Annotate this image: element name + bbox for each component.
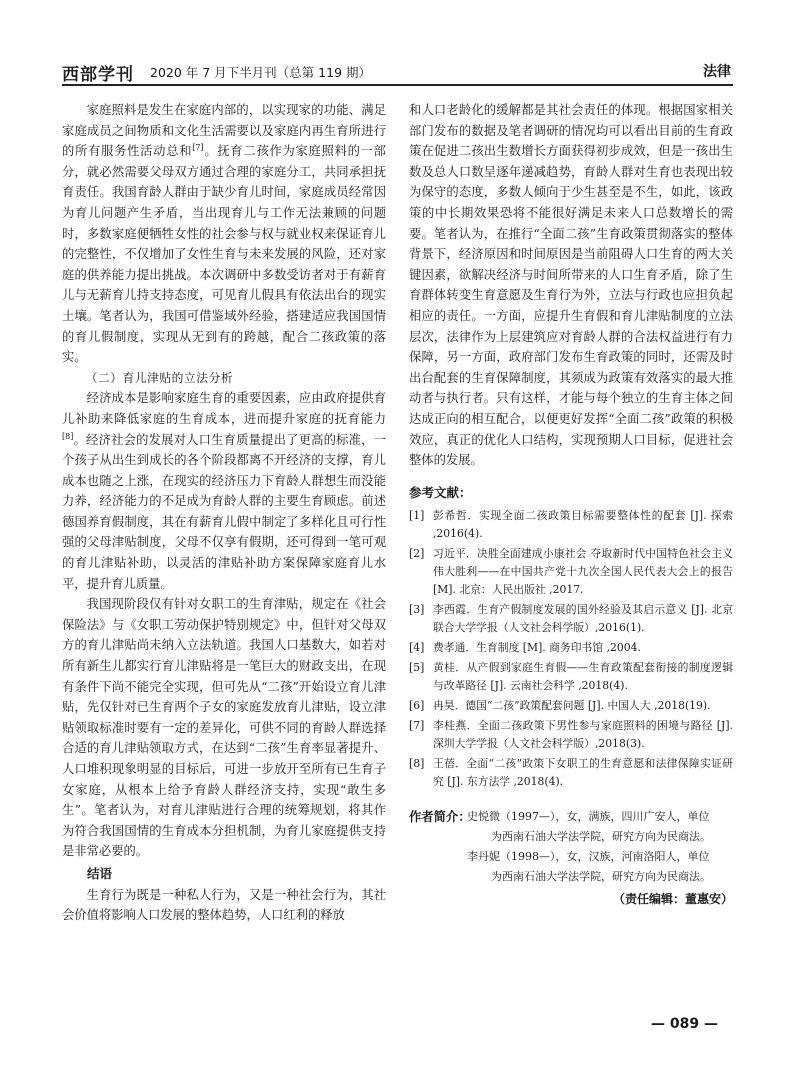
- right-column: [409, 100, 733, 910]
- paragraph-conclusion-cont: 和人口老龄化的缓解都是其社会责任的体现。根据国家相关部门发布的数据及笔者调研的情况均可以看出目前的生育政策在促进二孩出生数增长方面获得初步成效，但是一孩出生数及总人口数呈逐年递减趋势，育龄人群对生育也表现出较为保守的态度，多数人倾向于少生甚至是不生，如此，该政策的中长期效果恐将不能很好满足未来人口总数增长的需要。笔者认为，在推行“全面二孩”生育政策贯彻落实的整体背景下，经济原因和时间原因是当前阻碍人口生育的两大关键因素，欲解决经济与时间所带来的人口生育矛盾，除了生育群体转变生育意愿及生育行为外，立法与行政也应担负起相应的责任。一方面，应提升生育假和育儿津贴制度的立法层次，法律作为上层建筑应对育龄人群的合法权益进行有力保障，另一方面，政府部门发布生育政策的同时，还需及时出台配套的生育保障制度，其须成为政策有效落实的最大推动者与执行者。只有这样，才能与每个独立的生育主体之间达成正向的相互配合，以便更好发挥“全面二孩”政策的积极效应，真正的优化人口结构，实现预期人口目标，促进社会整体的发展。: [409, 103, 733, 468]
- reference-text: 李西霞．生育产假制度发展的国外经验及其启示意义 [J]. 北京联合大学学报（人文社会科学版）,2016(1).: [433, 603, 733, 635]
- paragraph-text: 经济成本是影响家庭生育的重要因素，应由政府提供育儿补助来降低家庭的生育成本，进而提升家庭的抚育能力: [62, 391, 386, 426]
- reference-text: 费孝通．生育制度 [M]. 商务印书馆 ,2004.: [433, 641, 641, 655]
- page-number: — 089 —: [651, 1016, 718, 1032]
- reference-number: [4]: [409, 641, 425, 655]
- section-label: 法律: [703, 64, 731, 80]
- paragraph-conclusion: 生育行为既是一种私人行为，又是一种社会行为，其社会价值将影响人口发展的整体趋势，人口红利的释放: [62, 887, 386, 923]
- section-subheading: （二）育儿津贴的立法分析: [85, 370, 234, 385]
- reference-text: 李桂燕．全面二孩政策下男性参与家庭照料的困境与路径 [J]. 深圳大学学报（人文社会科学版）,2018(3).: [433, 719, 733, 751]
- reference-item: [409, 697, 733, 715]
- reference-text: 王蓓．全面“二孩”政策下女职工的生育意愿和法律保障实证研究 [J]. 东方法学 ,2018(4).: [433, 757, 733, 789]
- reference-text: 冉昊．德国“二孩”政策配套问题 [J]. 中国人大 ,2018(19).: [433, 699, 711, 713]
- author-line: 李丹妮（1998—），女，汉族，河南洛阳人，单位: [467, 850, 710, 864]
- reference-item: [409, 755, 733, 791]
- reference-item: [409, 717, 733, 753]
- paragraph-economic-cost: [62, 388, 386, 594]
- issue-info: 2020 年 7 月下半月刊（总第 119 期）: [150, 65, 371, 80]
- author-info: [409, 807, 733, 887]
- reference-item: [409, 601, 733, 637]
- author-line: 史悦微（1997—），女，满族，四川广安人，单位: [467, 810, 710, 824]
- reference-number: [5]: [409, 661, 425, 675]
- paragraph-text: 。抚育二孩作为家庭照料的一部分，就必然需要父母双方通过合理的家庭分工，共同承担抚育责任。我国育龄人群由于缺少育儿时间，家庭成员经常因为育儿问题产生矛盾，当出现育儿与工作无法兼顾的问题时，多数家庭便牺牲女性的社会参与权与就业权来保证育儿的完整性，不仅增加了女性生育与未来发展的风险，还对家庭的供养能力提出挑战。本次调研中多数受访者对于有薪育儿与无薪育儿持支持态度，可见育儿假具有依法出台的现实土壤。笔者认为，我国可借鉴域外经验，搭建适应我国国情的育儿假制度，实现从无到有的跨越，配合二孩政策的落实。: [62, 144, 386, 365]
- reference-item: [409, 639, 733, 657]
- author-line: 为西南石油大学法学院，研究方向为民商法。: [491, 830, 711, 844]
- conclusion-heading: 结语: [87, 865, 113, 881]
- responsible-editor: （责任编辑：董惠安）: [612, 892, 733, 907]
- reference-item: [409, 507, 733, 543]
- reference-number: [6]: [409, 699, 425, 713]
- left-column: [62, 100, 386, 926]
- reference-number: [1]: [409, 509, 425, 523]
- journal-name: 西部学刊: [62, 65, 134, 85]
- page-header: [62, 58, 733, 86]
- references-title: 参考文献：: [409, 484, 472, 500]
- reference-text: 习近平．决胜全面建成小康社会 夺取新时代中国特色社会主义伟大胜利——在中国共产党十九次全国人民代表大会上的报告 [M]. 北京：人民出版社 ,2017.: [433, 547, 733, 597]
- reference-number: [3]: [409, 603, 425, 617]
- citation-ref: [8]: [62, 431, 74, 441]
- citation-ref: [7]: [192, 143, 204, 153]
- reference-item: [409, 659, 733, 695]
- author-line: 为西南石油大学法学院，研究方向为民商法。: [491, 870, 711, 884]
- reference-number: [2]: [409, 547, 425, 561]
- reference-text: 黄桂．从产假到家庭生育假——生育政策配套衔接的制度逻辑与改革路径 [J]. 云南社会科学 ,2018(4).: [433, 661, 733, 693]
- reference-item: [409, 545, 733, 599]
- paragraph-text: 家庭照料是发生在家庭内部的，以实现家的功能、满足家庭成员之间物质和文化生活需要以及家庭内再生育所进行的所有服务性活动总和: [62, 103, 386, 159]
- references-list: [409, 507, 733, 791]
- paragraph-childcare-allowance: 我国现阶段仅有针对女职工的生育津贴，规定在《社会保险法》与《女职工劳动保护特别规定》中，但针对父母双方的育儿津贴尚未纳入立法轨道。我国人口基数大，如若对所有新生儿都实行育儿津贴将是一笔巨大的财政支出，在现有条件下尚不能完全实现，但可先从“二孩”开始设立育儿津贴，先仅针对已生育两个子女的家庭发放育儿津贴，设立津贴领取标准时要有一定的差异化，可供不同的育龄人群选择合适的育儿津贴领取方式，在达到“二孩”生育率显著提升、人口堆积现象明显的目标后，可进一步放开至所有已生育子女家庭，从根本上给予育龄人群经济支持，实现“敢生多生”。笔者认为，对育儿津贴进行合理的统筹规划，将其作为符合我国国情的生育成本分担机制，为育儿家庭提供支持是非常必要的。: [62, 597, 386, 859]
- reference-number: [8]: [409, 757, 425, 771]
- paragraph-family-care: [62, 100, 386, 368]
- reference-number: [7]: [409, 719, 425, 733]
- reference-text: 彭希哲．实现全面二孩政策目标需要整体性的配套 [J]. 探索 ,2016(4).: [433, 509, 733, 541]
- author-label: 作者简介：: [409, 810, 471, 825]
- paragraph-text: 。经济社会的发展对人口生育质量提出了更高的标准，一个孩子从出生到成长的各个阶段都离不开经济的支撑，育儿成本也随之上涨，在现实的经济压力下育龄人群想生而没能力养，经济能力的不足成为育龄人群的主要生育顾虑。前述德国养育假制度，其在有薪育儿假中制定了多样化且可行性强的父母津贴制度，父母不仅享有假期，还可得到一笔可观的育儿津贴补助，以灵活的津贴补助方案保障家庭育儿水平，提升育儿质量。: [62, 432, 386, 591]
